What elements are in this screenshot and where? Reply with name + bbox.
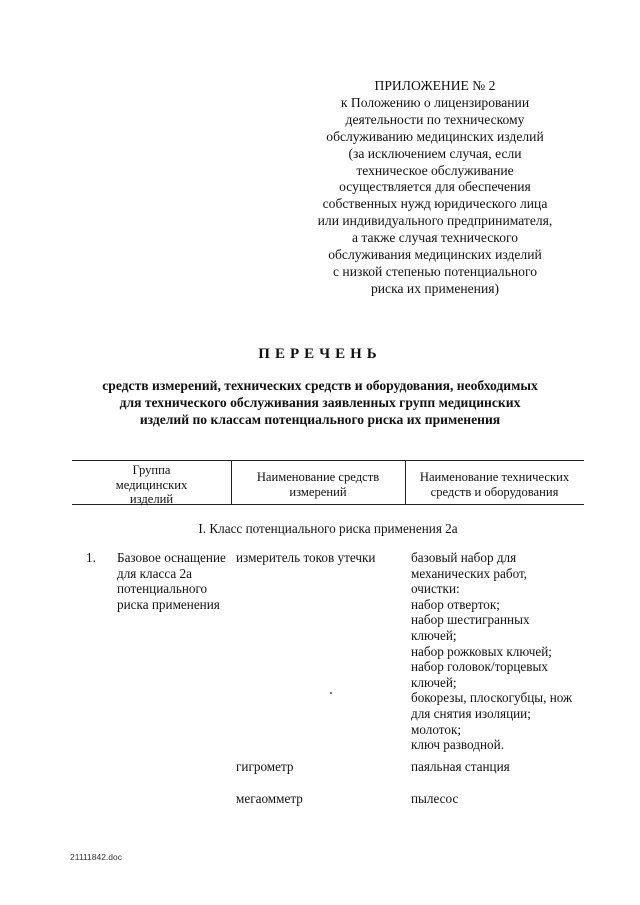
equipment-line: бокорезы, плоскогубцы, нож <box>411 690 573 706</box>
appendix-line: обслуживания медицинских изделий <box>328 247 542 263</box>
appendix-line: обслуживанию медицинских изделий <box>326 128 544 144</box>
measuring-cell-1: измеритель токов утечки <box>236 550 376 565</box>
equipment-cell-3: пылесос <box>411 791 459 806</box>
header-line: измерений <box>289 484 347 499</box>
equipment-line: ключ разводной. <box>411 737 504 753</box>
subtitle-line: для технического обслуживания заявленных групп медицинских <box>119 395 521 410</box>
file-name-footer: 21111842.doc <box>70 852 122 862</box>
appendix-line: к Положению о лицензировании <box>340 94 530 110</box>
stray-dot <box>330 692 332 694</box>
header-measuring-tools <box>231 470 405 499</box>
group-line: Базовое оснащение <box>117 550 226 565</box>
appendix-heading <box>300 78 570 298</box>
document-subtitle <box>60 377 580 428</box>
table-top-rule <box>72 460 584 461</box>
appendix-line: а также случая технического <box>351 230 519 246</box>
header-group <box>72 463 231 507</box>
equipment-line: молоток; <box>411 721 462 737</box>
equipment-line: для снятия изоляции; <box>411 705 531 721</box>
row-number: 1. <box>86 550 96 565</box>
header-line: Группа <box>132 463 171 477</box>
header-technical-equipment <box>405 470 584 499</box>
subtitle-line: изделий по классам потенциального риска их применения <box>139 412 501 427</box>
equipment-line: ключей; <box>411 674 457 690</box>
section-title: I. Класс потенциального риска применения 2а <box>198 521 458 536</box>
group-line: риска применения <box>117 596 220 612</box>
measuring-cell-2: гигрометр <box>236 759 294 774</box>
appendix-line: риска их применения) <box>370 280 500 296</box>
appendix-title: ПРИЛОЖЕНИЕ № 2 <box>374 78 496 93</box>
equipment-line: набор рожковых ключей; <box>411 643 552 659</box>
header-line: Наименование технических <box>419 470 570 484</box>
equipment-line: набор отверток; <box>411 596 500 612</box>
subtitle-line: средств измерений, технических средств и оборудования, необходимых <box>102 378 538 393</box>
equipment-line: базовый набор для <box>411 550 517 565</box>
header-line: средств и оборудования <box>430 484 559 499</box>
equipment-line: набор головок/торцевых <box>411 659 548 675</box>
equipment-line: ключей; <box>411 627 457 643</box>
group-line: для класса 2а <box>117 565 192 581</box>
header-line: медицинских <box>115 477 188 492</box>
appendix-line: (за исключением случая, если <box>348 145 522 161</box>
header-line: Наименование средств <box>256 470 380 484</box>
equipment-line: очистки: <box>411 581 460 597</box>
header-line: изделий <box>129 492 174 506</box>
document-title: ПЕРЕЧЕНЬ <box>258 346 382 362</box>
appendix-line: с низкой степенью потенциального <box>332 263 537 279</box>
appendix-line: техническое обслуживание <box>356 162 514 178</box>
measuring-cell-3: мегаомметр <box>236 791 303 806</box>
appendix-line: или индивидуального предпринимателя, <box>317 213 553 229</box>
equipment-cell-2: паяльная станция <box>411 759 510 774</box>
equipment-cell-1 <box>411 550 572 753</box>
group-line: потенциального <box>117 581 208 597</box>
appendix-line: собственных нужд юридического лица <box>322 196 548 212</box>
group-cell <box>117 550 226 612</box>
appendix-line: деятельности по техническому <box>345 111 525 127</box>
equipment-line: набор шестигранных <box>411 612 530 628</box>
appendix-line: осуществляется для обеспечения <box>339 179 531 195</box>
equipment-line: механических работ, <box>411 565 528 581</box>
